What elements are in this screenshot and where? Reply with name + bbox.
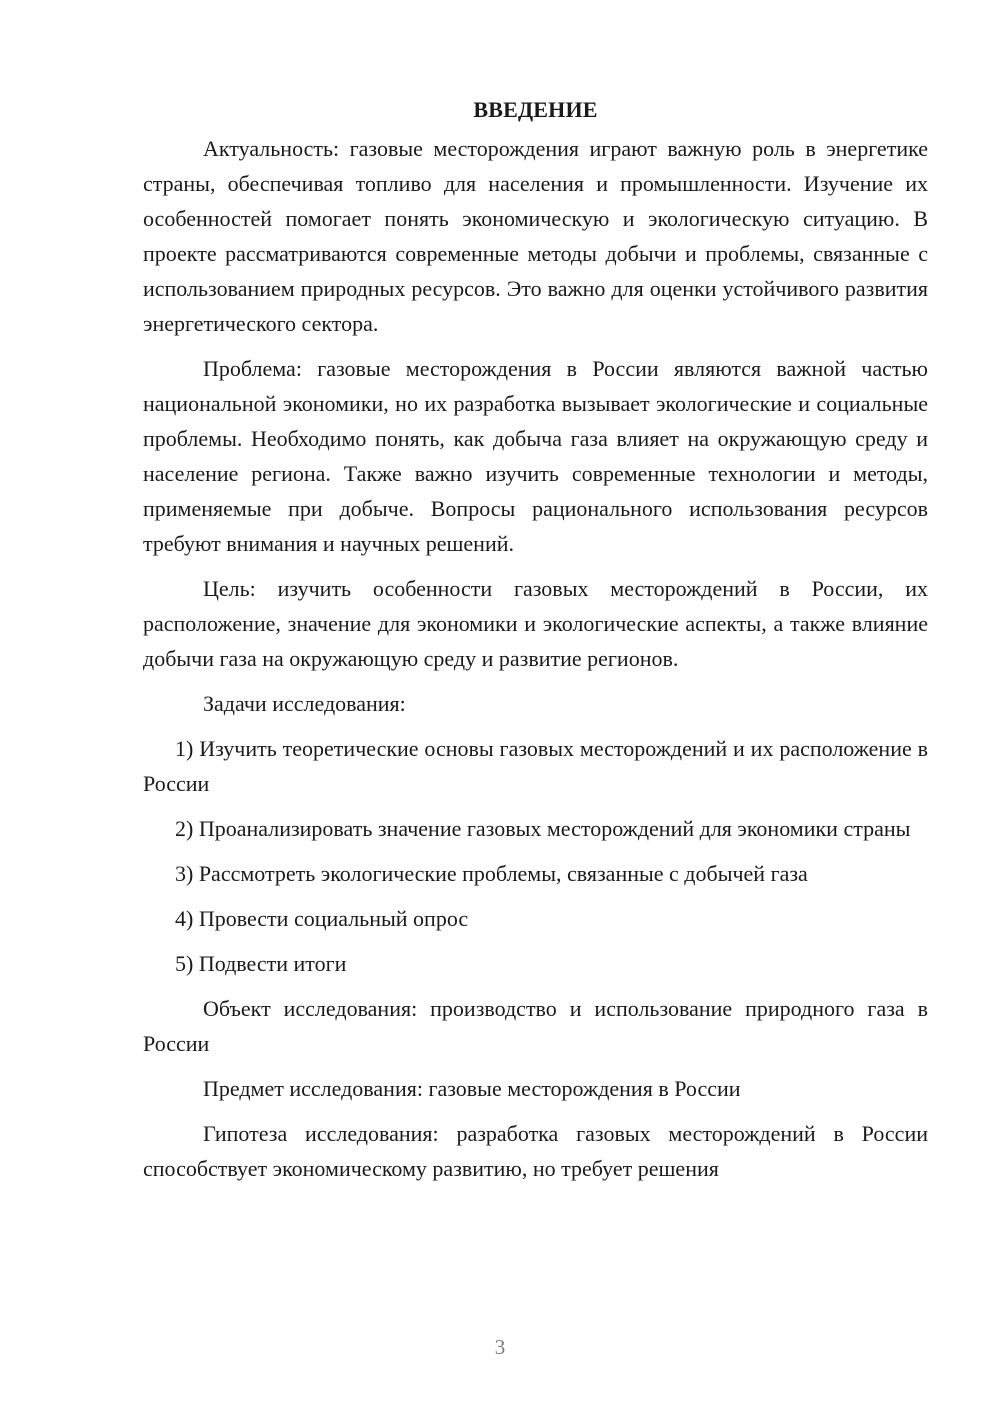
hypothesis-paragraph: Гипотеза исследования: разработка газовых месторождений в России способствует экономическому развитию, но требует решения: [143, 1121, 928, 1181]
page-title: ВВЕДЕНИЕ: [473, 97, 598, 122]
relevance-paragraph: Актуальность: газовые месторождения играют важную роль в энергетике страны, обеспечивая топливо для населения и промышленности. Изучение их особенностей помогает понять экономическую и экологическую ситуацию. В проекте рассматриваются современные методы добычи и проблемы, связанные с использованием природных ресурсов. Это важно для оценки устойчивого развития энергетического сектора.: [143, 136, 928, 336]
task-item-5: 5) Подвести итоги: [175, 951, 347, 976]
subject-paragraph: Предмет исследования: газовые месторождения в России: [203, 1076, 741, 1101]
page-content: [143, 95, 928, 1196]
tasks-heading: Задачи исследования:: [203, 691, 406, 716]
task-item-2: 2) Проанализировать значение газовых месторождений для экономики страны: [175, 816, 911, 841]
task-item-4: 4) Провести социальный опрос: [175, 906, 469, 931]
goal-paragraph: Цель: изучить особенности газовых месторождений в России, их расположение, значение для экономики и экологические аспекты, а также влияние добычи газа на окружающую среду и развитие регионов.: [143, 576, 928, 671]
problem-paragraph: Проблема: газовые месторождения в России являются важной частью национальной экономики, но их разработка вызывает экологические и социальные проблемы. Необходимо понять, как добыча газа влияет на окружающую среду и население региона. Также важно изучить современные технологии и методы, применяемые при добыче. Вопросы рационального использования ресурсов требуют внимания и научных решений.: [143, 356, 928, 556]
page-number: 3: [494, 1335, 506, 1359]
task-item-1: 1) Изучить теоретические основы газовых месторождений и их расположение в России: [143, 736, 928, 796]
object-paragraph: Объект исследования: производство и использование природного газа в России: [143, 996, 928, 1056]
task-item-3: 3) Рассмотреть экологические проблемы, связанные с добычей газа: [175, 861, 808, 886]
